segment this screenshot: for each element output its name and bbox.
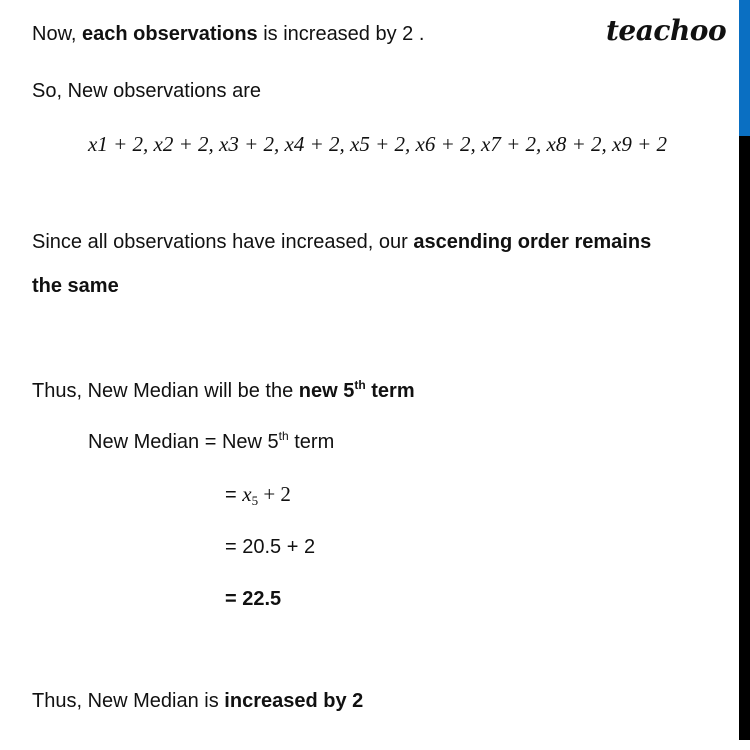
order-line-cont <box>32 274 119 298</box>
teachoo-logo: teachoo <box>606 14 727 47</box>
observation-term: x7 + 2 <box>481 132 536 156</box>
observation-term: x1 + 2 <box>88 132 143 156</box>
text: Now, <box>32 23 83 45</box>
comma: , <box>536 132 547 156</box>
step-x5 <box>225 482 291 513</box>
text: is increased by 2 . <box>257 23 425 45</box>
superscript: th <box>354 378 366 392</box>
order-line <box>32 230 651 254</box>
variable: x <box>242 482 252 506</box>
comma: , <box>470 132 481 156</box>
side-bar <box>739 136 750 740</box>
step-value: = 20.5 + 2 <box>225 536 316 558</box>
observations-formula <box>88 132 667 157</box>
text: term <box>288 431 335 453</box>
conclusion <box>32 689 363 713</box>
text: = <box>225 484 243 506</box>
result: = 22.5 <box>225 588 282 610</box>
observation-term: x3 + 2 <box>219 132 274 156</box>
median-equation <box>88 430 334 454</box>
observation-term: x2 + 2 <box>153 132 209 156</box>
bold-text: term <box>365 380 415 402</box>
observation-term: x5 + 2 <box>350 132 405 156</box>
median-statement <box>32 379 415 403</box>
bold-text: ascending order remains <box>413 231 652 253</box>
text: New Median = New 5 <box>88 431 279 453</box>
superscript: th <box>278 429 289 443</box>
comma: , <box>339 132 350 156</box>
observation-term: x9 + 2 <box>612 132 667 156</box>
text: Thus, New Median will be the <box>32 380 299 402</box>
bold-text: each observations <box>82 23 258 45</box>
observation-term: x8 + 2 <box>546 132 602 156</box>
bold-text: increased by 2 <box>224 690 364 712</box>
text: + 2 <box>258 482 291 506</box>
accent-bar <box>739 0 750 136</box>
comma: , <box>601 132 612 156</box>
comma: , <box>143 132 154 156</box>
comma: , <box>208 132 219 156</box>
comma: , <box>405 132 416 156</box>
text: Since all observations have increased, our <box>32 231 414 253</box>
bold-text: the same <box>32 275 119 297</box>
subscript: 5 <box>251 493 259 508</box>
text: Thus, New Median is <box>32 690 225 712</box>
comma: , <box>274 132 285 156</box>
new-observations-heading: So, New observations are <box>32 80 262 102</box>
bold-text: new 5 <box>298 380 355 402</box>
intro-line <box>32 22 424 46</box>
observation-term: x4 + 2 <box>284 132 340 156</box>
observation-term: x6 + 2 <box>415 132 471 156</box>
